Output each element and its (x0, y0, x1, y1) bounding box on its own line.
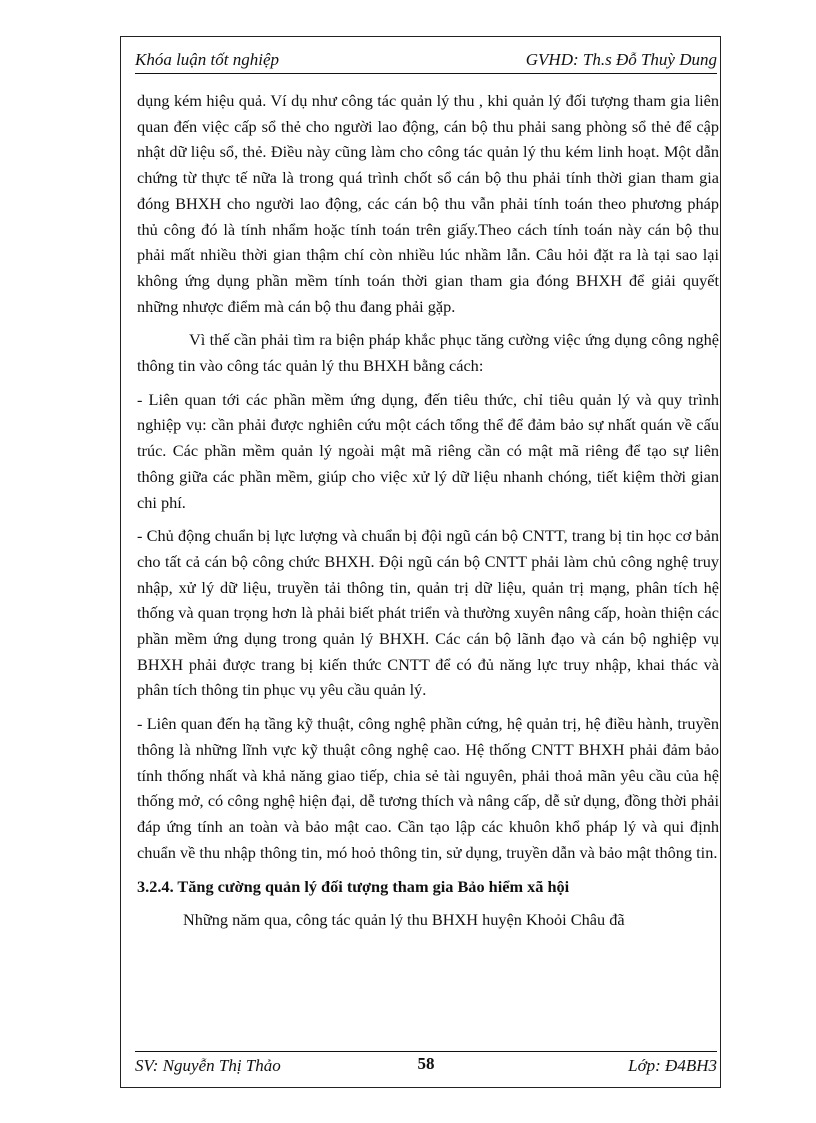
paragraph-1: dụng kém hiệu quả. Ví dụ như công tác quản lý thu , khi quản lý đối tượng tham gia liên quan đến việc cấp sổ thẻ cho người lao động, cán bộ thu phải sang phòng sổ thẻ để cập nhật dữ liệu sổ, thẻ. Điều này cũng làm cho công tác quản lý thu kém linh hoạt. Một dẫn chứng từ thực tế nữa là trong quá trình chốt sổ cán bộ thu phải tính thời gian tham gia đóng BHXH cho người lao động, các cán bộ thu vẫn phải tính toán theo phương pháp thủ công đó là tính nhẩm hoặc tính toán trên giấy.Theo cách tính toán này cán bộ thu phải mất nhiều thời gian thậm chí còn nhiều lúc nhầm lẫn. Câu hỏi đặt ra là tại sao lại không ứng dụng phần mềm tính toán thời gian tham gia đóng BHXH để giải quyết những nhược điểm mà cán bộ thu đang phải gặp. (137, 91, 719, 316)
page-footer (135, 1051, 717, 1078)
page-header (135, 47, 717, 74)
bullet-paragraph-software: - Liên quan tới các phần mềm ứng dụng, đến tiêu thức, chỉ tiêu quản lý và quy trình nghiệp vụ: cần phải được nghiên cứu một cách tổng thể để đảm bảo sự nhất quán về cấu trúc. Các phần mềm quản lý ngoài mật mã riêng cần có mật mã riêng để tạo sự liên thông giữa các phần mềm, giúp cho việc xử lý dữ liệu nhanh chóng, tiết kiệm thời gian chi phí. (137, 389, 719, 512)
page-number: 58 (417, 1054, 435, 1073)
header-thesis-label: Khóa luận tốt nghiệp (135, 50, 280, 69)
paragraph-2: Vì thế cần phải tìm ra biện pháp khắc phục tăng cường việc ứng dụng công nghệ thông tin vào công tác quản lý thu BHXH bằng cách: (137, 330, 719, 376)
footer-class: Lớp: Đ4BH3 (628, 1056, 717, 1075)
document-body (137, 88, 719, 933)
header-advisor: GVHD: Th.s Đỗ Thuỳ Dung (525, 50, 717, 69)
closing-paragraph: Những năm qua, công tác quản lý thu BHXH huyện Khoỏi Châu đã (183, 910, 625, 930)
footer-student: SV: Nguyễn Thị Thảo (135, 1056, 281, 1075)
bullet-paragraph-staff: - Chủ động chuẩn bị lực lượng và chuẩn bị đội ngũ cán bộ CNTT, trang bị tin học cơ bản cho tất cả cán bộ công chức BHXH. Đội ngũ cán bộ CNTT phải làm chủ công nghệ truy nhập, xử lý dữ liệu, truyền tải thông tin, quản trị dữ liệu, quản trị mạng, phân tích hệ thống và quan trọng hơn là phải biết phát triển và thường xuyên nâng cấp, hoàn thiện các phần mềm ứng dụng trong quản lý BHXH. Các cán bộ lãnh đạo và cán bộ nghiệp vụ BHXH phải được trang bị kiến thức CNTT để có đủ năng lực truy nhập, khai thác và phân tích thông tin phục vụ yêu cầu quản lý. (137, 526, 719, 700)
section-heading: 3.2.4. Tăng cường quản lý đối tượng tham gia Bảo hiểm xã hội (137, 877, 570, 897)
bullet-paragraph-infrastructure: - Liên quan đến hạ tầng kỹ thuật, công nghệ phần cứng, hệ quản trị, hệ điều hành, truyền thông là những lĩnh vực kỹ thuật công nghệ cao. Hệ thống CNTT BHXH phải đảm bảo tính thống nhất và khả năng giao tiếp, chia sẻ tài nguyên, phải thoả mãn yêu cầu của hệ thống mở, có công nghệ hiện đại, dễ tương thích và nâng cấp, dễ sử dụng, đồng thời phải đáp ứng tính an toàn và bảo mật cao. Cần tạo lập các khuôn khổ pháp lý và qui định chuẩn về thu nhập thông tin, mó hoỏ thông tin, sử dụng, truyền dẫn và bảo mật thông tin. (137, 714, 719, 862)
